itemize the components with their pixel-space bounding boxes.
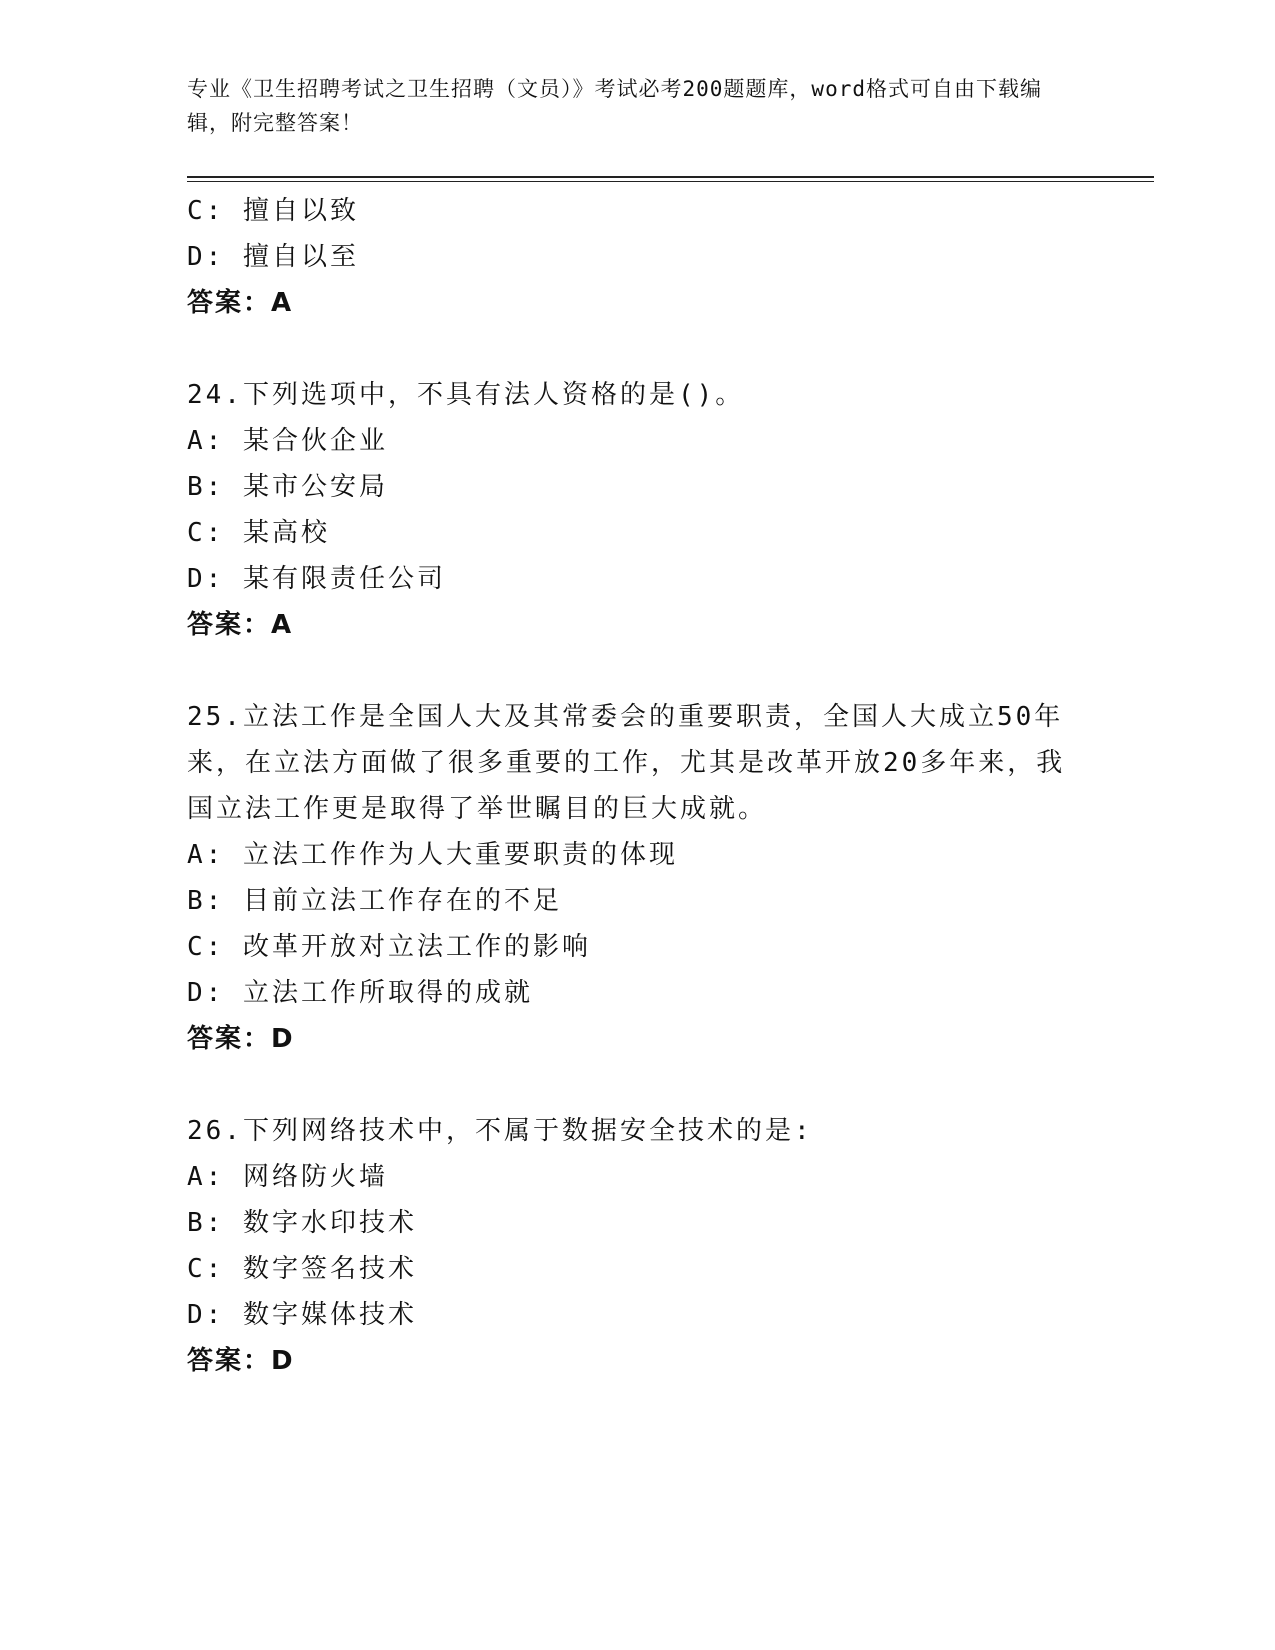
answer-line: 答案：D	[187, 1024, 295, 1054]
spacer	[187, 1062, 1087, 1108]
option-a: A: 立法工作作为人大重要职责的体现	[187, 840, 678, 870]
question-25	[187, 694, 1087, 1062]
option-c: C: 改革开放对立法工作的影响	[187, 932, 591, 962]
question-24	[187, 372, 1087, 648]
answer-line: 答案：A	[187, 610, 294, 640]
option-d: D: 某有限责任公司	[187, 564, 446, 594]
option-a: A: 网络防火墙	[187, 1162, 388, 1192]
question-23-tail	[187, 188, 1087, 326]
answer-line: 答案：A	[187, 288, 294, 318]
question-text-line-1: 25.立法工作是全国人大及其常委会的重要职责，全国人大成立50年	[187, 702, 1064, 732]
answer-line: 答案：D	[187, 1346, 295, 1376]
option-b: B: 某市公安局	[187, 472, 388, 502]
option-c: C: 擅自以致	[187, 196, 359, 226]
header-divider	[187, 176, 1154, 182]
spacer	[187, 326, 1087, 372]
document-header: 专业《卫生招聘考试之卫生招聘（文员）》考试必考200题题库，word格式可自由下载编辑，附完整答案！	[187, 77, 1042, 135]
question-26	[187, 1108, 1087, 1384]
option-b: B: 目前立法工作存在的不足	[187, 886, 562, 916]
option-d: D: 数字媒体技术	[187, 1300, 417, 1330]
option-d: D: 立法工作所取得的成就	[187, 978, 533, 1008]
option-d: D: 擅自以至	[187, 242, 359, 272]
spacer	[187, 648, 1087, 694]
option-c: C: 数字签名技术	[187, 1254, 417, 1284]
option-b: B: 数字水印技术	[187, 1208, 417, 1238]
option-c: C: 某高校	[187, 518, 330, 548]
question-text: 24.下列选项中，不具有法人资格的是()。	[187, 380, 745, 410]
question-text-line-2: 来，在立法方面做了很多重要的工作，尤其是改革开放20多年来，我	[187, 748, 1066, 778]
question-text-line-3: 国立法工作更是取得了举世瞩目的巨大成就。	[187, 794, 768, 824]
question-text: 26.下列网络技术中，不属于数据安全技术的是:	[187, 1116, 813, 1146]
option-a: A: 某合伙企业	[187, 426, 388, 456]
document-body	[187, 188, 1087, 1384]
